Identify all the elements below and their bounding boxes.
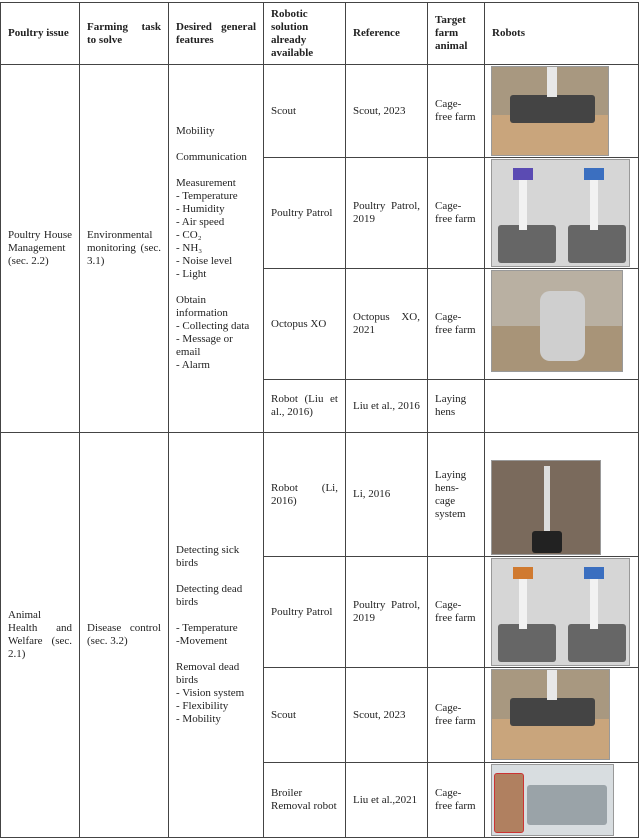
header-robotic-solution: Robotic solution already available xyxy=(263,2,346,65)
poultry-issue-cell: Poultry House Management (sec. 2.2) xyxy=(0,64,80,433)
robot-image-cell xyxy=(484,379,639,433)
farming-task-cell: Environmental monitoring (sec. 3.1) xyxy=(79,64,169,433)
poultry-patrol-robot-photo xyxy=(491,159,630,267)
poultry-issue-cell: Animal Health and Welfare (sec. 2.1) xyxy=(0,432,80,838)
robot-cell: Poultry Patrol xyxy=(263,157,346,269)
header-farming-task: Farming task to solve xyxy=(79,2,169,65)
reference-cell: Li, 2016 xyxy=(345,432,428,557)
reference-cell: Octopus XO, 2021 xyxy=(345,268,428,380)
animal-cell: Cage-free farm xyxy=(427,64,485,158)
reference-cell: Poultry Patrol, 2019 xyxy=(345,157,428,269)
broiler-removal-robot-diagram xyxy=(491,764,614,836)
header-target-animal: Target farm animal xyxy=(427,2,485,65)
robot-cell: Robot (Liu et al., 2016) xyxy=(263,379,346,433)
scout-robot-photo xyxy=(491,669,610,760)
reference-cell: Scout, 2023 xyxy=(345,667,428,763)
scout-robot-photo xyxy=(491,66,609,156)
octopus-xo-robot-photo xyxy=(491,270,623,372)
reference-cell: Poultry Patrol, 2019 xyxy=(345,556,428,668)
reference-cell: Liu et al., 2016 xyxy=(345,379,428,433)
header-robots: Robots xyxy=(484,2,639,65)
animal-cell: Cage-free farm xyxy=(427,556,485,668)
header-desired-features: Desired general features xyxy=(168,2,264,65)
robot-cell: Broiler Removal robot xyxy=(263,762,346,838)
animal-cell: Cage-free farm xyxy=(427,667,485,763)
robot-cell: Scout xyxy=(263,667,346,763)
robot-cell: Octopus XO xyxy=(263,268,346,380)
robot-cell: Scout xyxy=(263,64,346,158)
animal-cell: Laying hens xyxy=(427,379,485,433)
features-cell: Mobility Communication Measurement - Temperature - Humidity - Air speed - CO₂ - NH₃ - Noise level - Light Obtain information - Collecting data - Message or email - Alarm xyxy=(168,64,264,433)
animal-cell: Cage-free farm xyxy=(427,157,485,269)
farming-task-cell: Disease control (sec. 3.2) xyxy=(79,432,169,838)
robot-cell: Robot (Li, 2016) xyxy=(263,432,346,557)
animal-cell: Cage-free farm xyxy=(427,268,485,380)
poultry-patrol-robot-photo xyxy=(491,558,630,666)
features-cell: Detecting sick birds Detecting dead birds - Temperature -Movement Removal dead birds - Vision system - Flexibility - Mobility xyxy=(168,432,264,838)
reference-cell: Scout, 2023 xyxy=(345,64,428,158)
reference-cell: Liu et al.,2021 xyxy=(345,762,428,838)
header-poultry-issue: Poultry issue xyxy=(0,2,80,65)
animal-cell: Laying hens-cage system xyxy=(427,432,485,557)
robot-cell: Poultry Patrol xyxy=(263,556,346,668)
li-robot-photo xyxy=(491,460,601,555)
header-reference: Reference xyxy=(345,2,428,65)
animal-cell: Cage-free farm xyxy=(427,762,485,838)
